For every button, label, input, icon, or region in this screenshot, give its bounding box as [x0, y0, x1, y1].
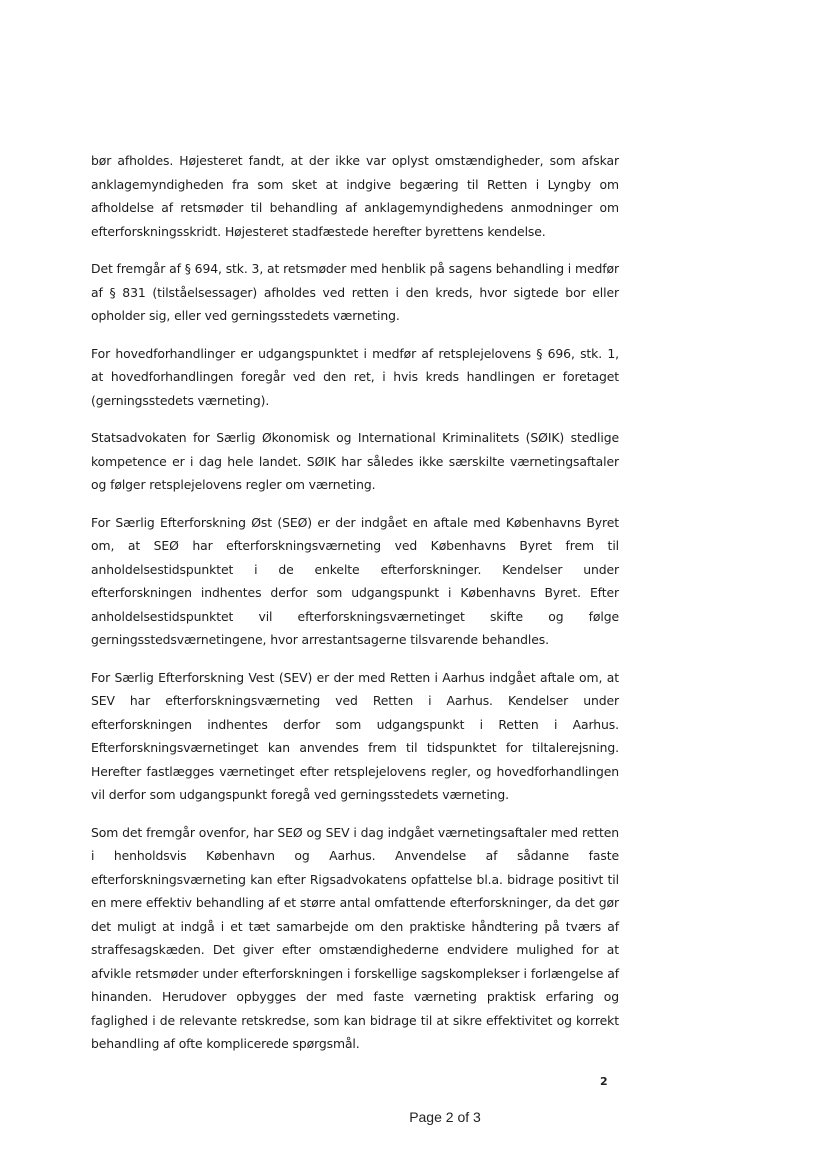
paragraph-3: For hovedforhandlinger er udgangspunktet i medfør af retsplejelovens § 696, stk. 1, at hovedforhandlingen foregår ved den ret, i hvis kreds handlingen er foretaget (gerningsstedets værneting). — [91, 345, 619, 408]
page-number: 2 — [600, 1075, 608, 1088]
paragraph-1: bør afholdes. Højesteret fandt, at der ikke var oplyst omstændigheder, som afskar anklagemyndigheden fra som sket at indgive begæring til Retten i Lyngby om afholdelse af retsmøder til behandling af anklagemyndighedens anmodninger om efterforskningsskridt. Højesteret stadfæstede herefter byrettens kendelse. — [91, 153, 619, 239]
paragraph-5: For Særlig Efterforskning Øst (SEØ) er der indgået en aftale med Københavns Byret om, at SEØ har efterforskningsværneting ved Københavns Byret frem til anholdelsestidspunktet i de enkelte efterforskninger. Kendelser under efterforskningen indhentes derfor som udgangspunkt i Københavns Byret. Efter anholdelsestidspunktet vil efterforskningsværnetinget skifte og følge gerningsstedsværnetingene, hvor arrestantsagerne tilsvarende behandles. — [91, 514, 619, 647]
paragraph-7: Som det fremgår ovenfor, har SEØ og SEV i dag indgået værnetingsaftaler med retten i henholdsvis København og Aarhus. Anvendelse af sådanne faste efterforskningsværneting kan efter Rigsadvokatens opfattelse bl.a. bidrage positivt til en mere effektiv behandling af et større antal omfattende efterforskninger, da det gør det muligt at indgå i et tæt samarbejde om den praktiske håndtering på tværs af straffesagskæden. Det giver efter omstændighederne endvidere mulighed for at afvikle retsmøder under efterforskningen i forskellige sagskomplekser i forlængelse af hinanden. Herudover opbygges der med faste værneting praktisk erfaring og faglighed i de relevante retskredse, som kan bidrage til at sikre effektivitet og korrekt behandling af ofte komplicerede spørgsmål. — [91, 824, 619, 1051]
footer-page-count: Page 2 of 3 — [409, 1109, 481, 1125]
paragraph-6: For Særlig Efterforskning Vest (SEV) er der med Retten i Aarhus indgået aftale om, at SEV har efterforskningsværneting ved Retten i Aarhus. Kendelser under efterforskningen indhentes derfor som udgangspunkt i Retten i Aarhus. Efterforskningsværnetinget kan anvendes frem til tidspunktet for tiltalerejsning. Herefter fastlægges værnetinget efter retsplejelovens regler, og hovedforhandlingen vil derfor som udgangspunkt foregå ved gerningsstedets værneting. — [91, 669, 619, 802]
paragraph-2: Det fremgår af § 694, stk. 3, at retsmøder med henblik på sagens behandling i medfør af § 831 (tilståelsessager) afholdes ved retten i den kreds, hvor sigtede bor eller opholder sig, eller ved gerningsstedets værneting. — [91, 261, 619, 323]
paragraph-4: Statsadvokaten for Særlig Økonomisk og International Kriminalitets (SØIK) stedlige kompetence er i dag hele landet. SØIK har således ikke særskilte værnetingsaftaler og følger retsplejelovens regler om værneting. — [91, 430, 619, 492]
page-footer — [0, 1109, 828, 1125]
body-text — [91, 149, 619, 1056]
